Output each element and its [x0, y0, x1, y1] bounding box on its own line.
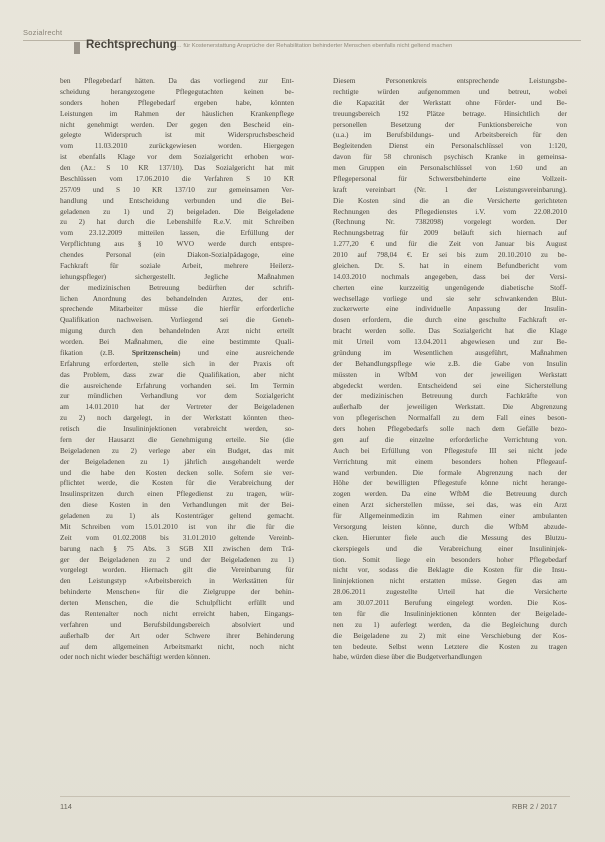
text-line: gleichen. Dr. S. hat in einem Befundbericht vom: [333, 260, 567, 270]
text-line: ckerspiegels und die Verabreichung einer Insulininjek-: [333, 543, 567, 553]
text-line: davon für 58 chronisch psychisch Kranke in gemeinsa-: [333, 152, 567, 162]
text-line: am 14.01.2010 hat der Vertreter der Beigeladenen: [60, 402, 294, 412]
text-line: behinderte Menschen« für die Zielgruppe der behin-: [60, 587, 294, 597]
journal-reference: RBR 2 / 2017: [512, 802, 558, 811]
header-marker: [74, 42, 80, 54]
text-line: habe, würden diese über die Budgetverhandlungen: [333, 652, 482, 662]
text-line: die Beigeladene zu 2) mit eine Verschiebung der Kos-: [333, 630, 567, 640]
text-line: die ausreichende Erfahrung vorhanden sei. Im Termin: [60, 380, 294, 390]
text-line: (Rechnung Nr. 7382098) vorgelegt worden. Der: [333, 217, 567, 227]
text-line: bracht werden solle. Das Sozialgericht hat die Klage: [333, 326, 567, 336]
text-line: am 30.07.2011 Berufung eingelegt worden. Die Kos-: [333, 598, 567, 607]
text-line: einen Arzt sicherstellen müsse, sei das, was ein Arzt: [333, 500, 567, 510]
text-line: vom 23.12.2009 mitteilen lassen, die Erfüllung der: [60, 228, 294, 238]
text-line: fikation (z.B. Spritzenschein) und eine ausreichende: [60, 347, 294, 357]
text-line: der medizinischen Betreuung bedürften der schrift-: [60, 282, 294, 292]
text-line: worden. Bei Maßnahmen, die eine bestimmte Quali-: [60, 337, 294, 346]
text-line: tion. Somit liege ein besonders hoher Pflegebedarf: [333, 554, 567, 564]
text-line: Insulinspritzen durch einen Pflegedienst zu tragen, wür-: [60, 489, 294, 499]
text-line: und die habe den Kosten decken solle. Sofern sie ver-: [60, 467, 294, 477]
right-text-column: [333, 76, 567, 663]
text-line: zogen werden. Da eine WfbM die Betreuung durch: [333, 489, 567, 499]
text-line: Zeit vom 01.02.2008 bis 31.01.2010 geltende Vereinb-: [60, 532, 294, 542]
text-line: Fachkraft für soziale Arbeit, mehrere Heilerz-: [60, 260, 294, 270]
text-line: das Problem, dass zwar die Qualifikation, aber nicht: [60, 369, 294, 379]
text-line: lininjektionen nicht erstatten müsse. Gegen das am: [333, 576, 567, 586]
text-line: migung durch den behandelnden Arzt nicht erteilt: [60, 326, 294, 336]
text-line: die Kapazität der Werkstatt ohne Förder- und Be-: [333, 97, 567, 107]
text-line: vorgelegt worden. Hiernach gilt die Vereinbarung für: [60, 565, 294, 575]
text-line: gen auf die einzelne erforderliche Verrichtung von.: [333, 434, 567, 444]
text-line: personellen Besetzung der Funktionsbereiche von: [333, 119, 567, 129]
text-line: kraft vereinbart (Nr. 1 der Leistungsvereinbarung).: [333, 184, 567, 194]
text-line: (u.a.) im Berufsbildungs- und Arbeitsbereich für den: [333, 130, 567, 140]
page-title: Rechtsprechung: [86, 39, 177, 51]
text-line: Rechnungen des Pflegedienstes i.V. vom 22.08.2010: [333, 206, 567, 216]
text-line: ten für die Insulininjektionen könnten der Beigelade-: [333, 608, 567, 618]
text-line: Pflegepersonal für Schwerstbehinderte eine Vollzeit-: [333, 173, 567, 183]
text-line: außerhalb der Art oder Schwere ihrer Behinderung: [60, 630, 294, 640]
page-subtitle: … für Kostenerstattung Ansprüche der Rehabilitation behinderter Menschen ebenfalls nicht geltend machen: [176, 43, 453, 49]
text-line: Verrichtung mit einem besonders hohen Pflegeauf-: [333, 456, 567, 466]
bold-term: Spritzenschein: [131, 347, 178, 357]
text-line: dosen erfordern, die durch eine geschulte Fachkraft er-: [333, 315, 567, 325]
left-text-column: [60, 76, 294, 663]
text-line: der medizinischen Betreuung durch Fachkräfte von: [333, 391, 567, 401]
text-line: 2010 auf 798,04 €. Er sei bis zum 20.10.2010 zu be-: [333, 250, 567, 259]
text-line: der Beigeladenen zu 1) jährlich ausgehandelt werde: [60, 456, 294, 466]
text-line: chendes Personal (ein Diakon-Sozialpädagoge, eine: [60, 250, 294, 259]
text-line: mit Urteil vom 13.04.2011 abgewiesen und zur Be-: [333, 337, 567, 346]
text-line: für Allgemeinmedizin im Rahmen einer ambulanten: [333, 511, 567, 520]
text-line: Leistungen im Rahmen der häuslichen Krankenpflege: [60, 108, 294, 118]
text-line: pflichtet werde, die Kosten für die Verabreichung der: [60, 478, 294, 488]
section-label: Sozialrecht: [23, 28, 63, 37]
text-line: cken. Hierunter fiele auch die Messung des Blutzu-: [333, 532, 567, 542]
text-line: ger der Beigeladenen zu 2 und der Beigeladenen zu 1): [60, 554, 294, 564]
text-line: ten bedeute. Selbst wenn Letztere die Kosten zu tragen: [333, 641, 567, 651]
text-line: ders hohen Pflegebedarfs solle nach dem Gefälle bezo-: [333, 424, 567, 433]
text-line: den diese Kosten in den Verhandlungen mit der Bei-: [60, 500, 294, 510]
text-line: nen zu 1) auferlegt werden, da die Begleichung durch: [333, 619, 567, 629]
text-line: Qualifikation nachweisen. Vorliegend sei die Geneh-: [60, 315, 294, 325]
text-line: Versorgung leisten könne, durch die WfbM abzude-: [333, 521, 567, 531]
text-line: treuungsbereich 192 Plätze betrage. Hinsichtlich der: [333, 108, 567, 118]
text-line: nicht genehmigt werden. Der gegen den Bescheid ein-: [60, 119, 294, 129]
text-line: sonders hohen Pflegebedarf ergeben habe, könnten: [60, 97, 294, 107]
text-line: Auch bei Erfüllung von Pflegestufe III sei nicht jede: [333, 445, 567, 455]
text-line: außerhalb der jeweiligen Werkstatt. Die Abgrenzung: [333, 402, 567, 412]
text-line: Beschlüssen vom 17.06.2010 die Verfahren S 10 KR: [60, 173, 294, 183]
page-number: 114: [60, 802, 72, 811]
text-line: verfahren und Berufsbildungsbereich absolviert und: [60, 619, 294, 629]
text-line: Verpflichtung aus § 10 WVO werde durch entspre-: [60, 239, 294, 249]
text-line: zu 2) hat durch die Lebenshilfe R.e.V. mit Schreiben: [60, 217, 294, 227]
text-line: nicht vor, sodass die Beklagte die Kosten für die Insu-: [333, 565, 567, 575]
text-line: den Leistungstyp »Arbeitsbereich in Werkstätten für: [60, 576, 294, 586]
text-line: gründung im Wesentlichen ausgeführt, Maßnahmen: [333, 347, 567, 357]
text-line: das Rentenalter noch nicht erreicht haben, Eingangs-: [60, 608, 294, 618]
text-line: müssten in WfbM von der jeweiligen Werkstatt: [333, 369, 567, 379]
text-line: barung nach § 75 Abs. 3 SGB XII zwischen dem Trä-: [60, 543, 294, 553]
text-line: wechsellage vorliege und sie sehr schwankenden Blut-: [333, 293, 567, 303]
text-line: cherten eine kurzzeitig ungenügende diabetische Stoff-: [333, 282, 567, 292]
text-line: vom 11.03.2010 zurückgewiesen worden. Hiergegen: [60, 141, 294, 151]
text-line: geladenen zu 1) als Kostenträger geltend gemacht.: [60, 511, 294, 520]
text-line: Höhe der bewilligten Pflegestufe könne nicht herange-: [333, 478, 567, 488]
text-line: Begleitenden Dienst ein Personalschlüssel von 1:120,: [333, 141, 567, 151]
text-line: iehungspfleger) sichergestellt. Jegliche Maßnahmen: [60, 271, 294, 281]
text-line: zu 2) noch dargelegt, in der Werkstatt könnten theo-: [60, 413, 294, 423]
text-line: 14.03.2010 nochmals angegeben, dass bei der Versi-: [333, 271, 567, 281]
text-line: fern der Hausarzt die Genehmigung erteile. Sie (die: [60, 434, 294, 444]
text-line: retisch die Insulininjektionen verabreicht werden, so-: [60, 424, 294, 433]
text-line: ben Pflegebedarf hätten. Da das vorliegend zur Ent-: [60, 76, 294, 85]
text-line: der Behandlungspflege wie z.B. die Gabe von Insulin: [333, 358, 567, 368]
footer-rule: [60, 796, 570, 797]
text-line: ist ebenfalls Klage vor dem Sozialgericht erhoben wor-: [60, 152, 294, 162]
text-line: von pflegerischen Normalfall zu dem Fall eines beson-: [333, 413, 567, 423]
text-line: Diesem Personenkreis entsprechende Leistungsbe-: [333, 76, 567, 85]
text-line: abgedeckt werden. Entscheidend sei eine Sicherstellung: [333, 380, 567, 390]
text-line: geladenen zu 1) und 2) beigeladen. Die Beigeladene: [60, 206, 294, 216]
text-line: 28.06.2011 zugestellte Urteil hat die Versicherte: [333, 587, 567, 597]
text-line: rechtigte würden aufgenommen und betreut, wobei: [333, 86, 567, 96]
text-line: derten Menschen, die die Schulpflicht erfüllt und: [60, 598, 294, 607]
text-line: 257/09 und S 10 KR 137/10 zur gemeinsamen Ver-: [60, 184, 294, 194]
text-line: scheidung herangezogene Pflegegutachten keinen be-: [60, 86, 294, 96]
text-line: Beigeladenen zu 2) verlege aber ein Budget, das mit: [60, 445, 294, 455]
text-line: zur mündlichen Verhandlung vor dem Sozialgericht: [60, 391, 294, 401]
text-line: Mit Schreiben vom 15.01.2010 ist von ihr die für die: [60, 521, 294, 531]
text-line: gelegte Widerspruch ist mit Widerspruchsbescheid: [60, 130, 294, 140]
text-line: den (Az.: S 10 KR 137/10). Das Sozialgericht hat mit: [60, 163, 294, 172]
text-line: wand verbunden. Die formale Abgrenzung nach der: [333, 467, 567, 477]
text-line: zuckerwerte eine individuelle Anpassung der Insulin-: [333, 304, 567, 314]
text-line: auf dem allgemeinen Arbeitsmarkt nicht, noch nicht: [60, 641, 294, 651]
text-line: 1.277,20 € und für die Zeit von Januar bis August: [333, 239, 567, 249]
text-line: Rechnungsbetrag für 2009 beläuft sich hiernach auf: [333, 228, 567, 238]
text-line: lichen Anordnung des behandelnden Arztes, der ent-: [60, 293, 294, 303]
text-line: handlung und Entscheidung verbunden und die Bei-: [60, 195, 294, 205]
text-line: sprechende Mitarbeiter müsse die hierfür erforderliche: [60, 304, 294, 314]
text-line: Erfahrung erforderten, stelle sich in der Praxis oft: [60, 358, 294, 368]
text-line: oder noch nicht wieder beschäftigt werden können.: [60, 652, 211, 662]
text-line: men Gruppen ein Personalschlüssel von 1:60 und an: [333, 163, 567, 172]
text-line: Die Kosten sind die an die Versicherte gerichteten: [333, 195, 567, 205]
